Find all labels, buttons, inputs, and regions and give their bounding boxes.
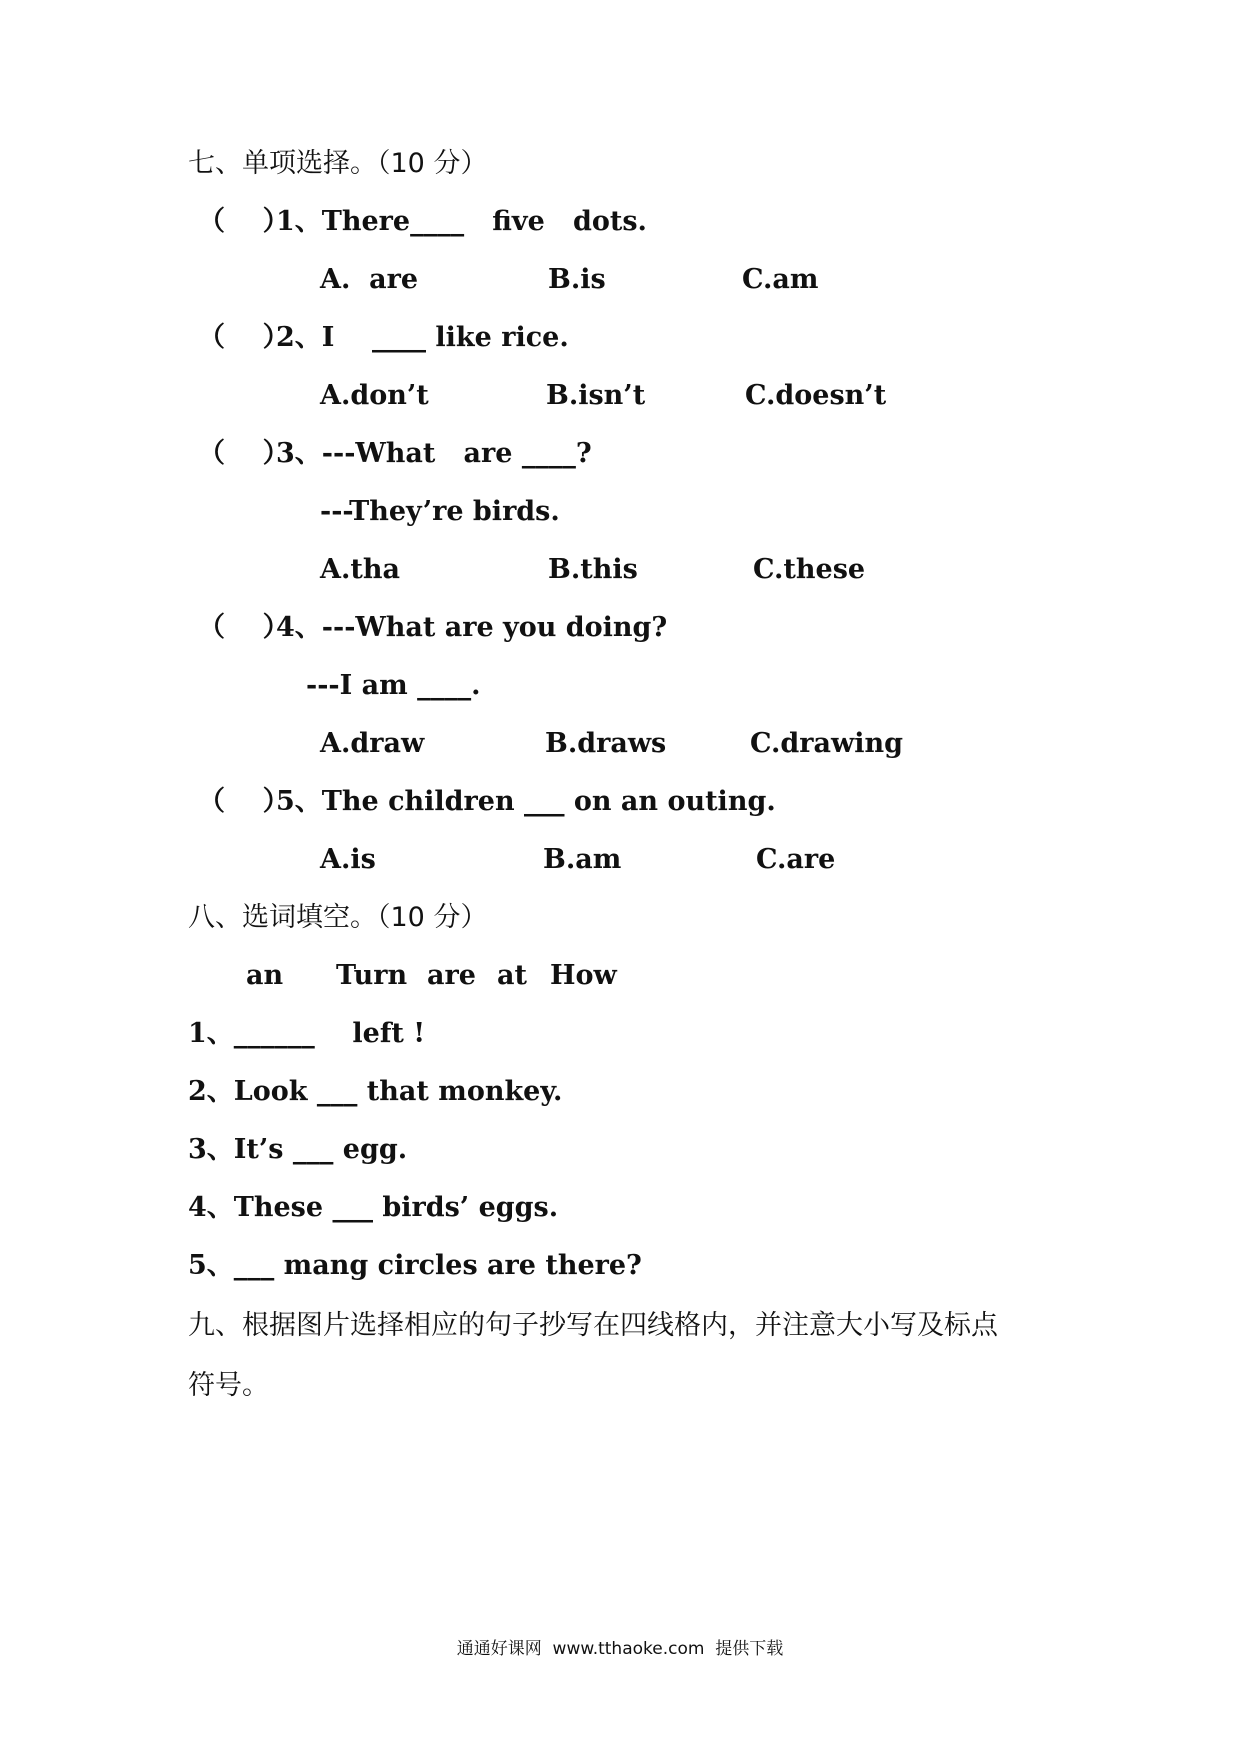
q3-option-c: C.these — [753, 554, 866, 585]
section7-title: 七、单项选择。（10 分） — [188, 148, 488, 179]
q4-option-a: A.draw — [320, 728, 425, 759]
section9-title-line2: 符号。 — [188, 1370, 269, 1401]
q4-option-c: C.drawing — [750, 728, 904, 759]
word-bank-an: an — [246, 960, 284, 991]
q3-option-b: B.this — [548, 554, 638, 585]
q2-stem: 2、I ____ like rice. — [276, 322, 569, 353]
page-footer: 通通好课网 www.tthaoke.com 提供下载 — [456, 1639, 784, 1659]
section8-title: 八、选词填空。（10 分） — [188, 902, 488, 933]
q4-answer-line: ---I am ____. — [306, 670, 481, 701]
q5-option-b: B.am — [543, 844, 622, 875]
word-bank-turn: Turn — [336, 960, 408, 991]
word-bank-are: are — [427, 960, 476, 991]
fill-item-3: 3、It’s ___ egg. — [188, 1134, 408, 1165]
q3-answer-line: ---They’re birds. — [320, 496, 560, 527]
q3-stem: 3、---What are ____? — [276, 438, 592, 469]
section9-title-line1: 九、根据图片选择相应的句子抄写在四线格内，并注意大小写及标点 — [188, 1310, 998, 1341]
fill-item-5: 5、___ mang circles are there? — [188, 1250, 642, 1281]
q1-option-a: A. are — [320, 264, 419, 295]
word-bank-at: at — [497, 960, 527, 991]
q4-answer-paren[interactable]: （ ） — [198, 612, 290, 643]
q5-option-a: A.is — [320, 844, 376, 875]
word-bank-how: How — [550, 960, 617, 991]
q4-option-b: B.draws — [545, 728, 667, 759]
fill-item-2: 2、Look ___ that monkey. — [188, 1076, 563, 1107]
q2-option-c: C.doesn’t — [745, 380, 887, 411]
q1-stem: 1、There____ five dots. — [276, 206, 647, 237]
q2-answer-paren[interactable]: （ ） — [198, 322, 290, 353]
q2-option-a: A.don’t — [320, 380, 429, 411]
q1-option-c: C.am — [742, 264, 819, 295]
q1-option-b: B.is — [548, 264, 606, 295]
q5-stem: 5、The children ___ on an outing. — [276, 786, 776, 817]
q4-stem: 4、---What are you doing? — [276, 612, 668, 643]
fill-item-4: 4、These ___ birds’ eggs. — [188, 1192, 559, 1223]
q3-answer-paren[interactable]: （ ） — [198, 438, 290, 469]
q1-answer-paren[interactable]: （ ） — [198, 206, 290, 237]
q5-answer-paren[interactable]: （ ） — [198, 786, 290, 817]
q2-option-b: B.isn’t — [546, 380, 646, 411]
fill-item-1: 1、______ left ! — [188, 1018, 426, 1049]
q5-option-c: C.are — [756, 844, 836, 875]
q3-option-a: A.tha — [320, 554, 400, 585]
